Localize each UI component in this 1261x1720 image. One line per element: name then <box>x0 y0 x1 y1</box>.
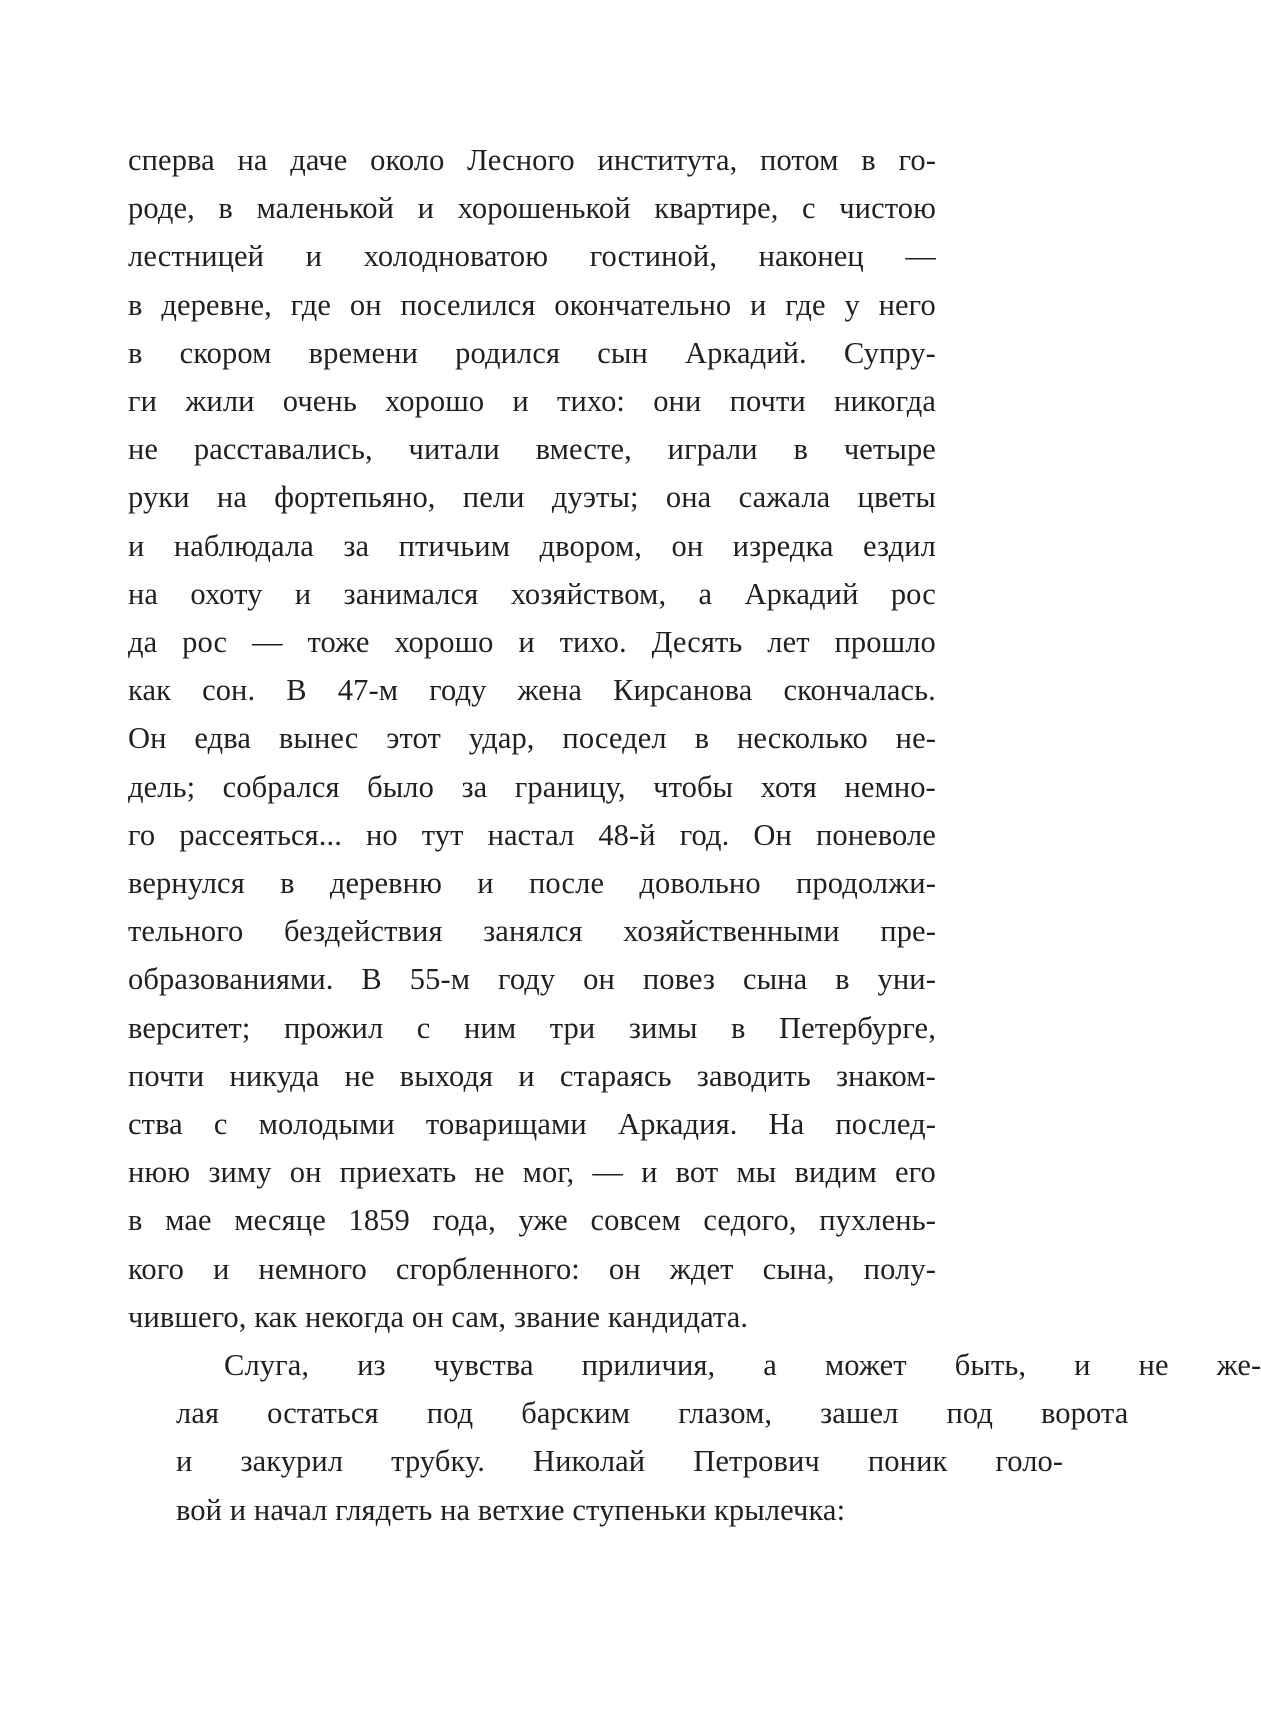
word: он <box>671 528 704 563</box>
word: — <box>252 625 283 660</box>
word: остаться <box>267 1396 379 1431</box>
word: в <box>218 191 233 226</box>
text-line <box>128 1052 936 1100</box>
word: около <box>370 143 445 177</box>
word: трубку. <box>391 1444 485 1479</box>
text-line <box>128 1437 1064 1485</box>
text-line <box>128 1389 1129 1437</box>
word: хозяйством, <box>510 576 667 611</box>
page-text-block <box>128 136 1261 1534</box>
word: продолжи- <box>795 866 936 901</box>
word: двором, <box>539 528 643 563</box>
word: Кирсанова <box>613 673 753 708</box>
text-line <box>128 618 936 666</box>
word: 1859 <box>348 1203 410 1238</box>
word: и <box>417 191 435 226</box>
word: и <box>750 287 767 322</box>
word: в <box>128 1203 143 1238</box>
text-line <box>128 1245 936 1293</box>
word: чтобы <box>653 769 734 804</box>
word: сперва <box>128 143 215 177</box>
word: го- <box>898 143 936 177</box>
text-line <box>128 281 936 329</box>
word: Лесного <box>467 143 575 177</box>
word: в <box>793 432 809 467</box>
word: наконец <box>758 239 864 274</box>
word: совсем <box>590 1203 681 1238</box>
word: тихо. <box>559 625 627 660</box>
word: гостиной, <box>589 239 718 274</box>
word: никогда <box>834 384 936 419</box>
word: пухлень- <box>819 1203 936 1238</box>
word: него <box>878 287 936 322</box>
word: этот <box>386 721 441 756</box>
word: цветы <box>857 480 936 515</box>
word: приехать <box>339 1155 457 1190</box>
word: он <box>608 1251 641 1286</box>
word: пели <box>462 480 525 515</box>
text-line <box>128 522 936 570</box>
word: играли <box>667 432 758 467</box>
word: родился <box>455 335 561 370</box>
word: послед- <box>835 1107 936 1142</box>
word: верситет; <box>128 1010 251 1045</box>
word: Аркадий <box>744 576 859 611</box>
word: года, <box>432 1203 496 1238</box>
word: В <box>361 962 382 997</box>
word: окончательно <box>554 287 732 322</box>
word: год. <box>679 817 730 852</box>
word: товарищами <box>425 1107 587 1142</box>
word: Слуга, <box>224 1348 310 1383</box>
word: году <box>429 673 487 708</box>
text-line <box>128 859 936 907</box>
word: — <box>905 239 936 274</box>
word: хозяйственными <box>623 914 840 949</box>
word: и <box>176 1444 193 1479</box>
word: в <box>128 335 143 370</box>
text-line <box>128 473 936 521</box>
word: лет <box>767 625 810 660</box>
word: рос <box>890 576 936 611</box>
word: границу, <box>514 769 626 804</box>
word: жили <box>185 384 255 419</box>
word: едва <box>194 721 252 756</box>
text-line <box>128 329 936 377</box>
word: в <box>128 287 143 322</box>
word: тоже <box>307 625 370 660</box>
word: молодыми <box>258 1107 395 1142</box>
word: и <box>518 625 535 660</box>
text-line <box>128 425 936 473</box>
word: прошло <box>834 625 936 660</box>
word: его <box>895 1155 936 1190</box>
word: выходя <box>399 1058 494 1093</box>
word: деревню <box>329 866 442 901</box>
word: немного <box>258 1251 367 1286</box>
word: и <box>294 576 312 611</box>
word: зиму <box>208 1155 272 1190</box>
word: ним <box>463 1010 517 1045</box>
word: Петрович <box>693 1444 820 1479</box>
word: поник <box>867 1444 948 1479</box>
word: собрался <box>222 769 340 804</box>
word: скором <box>179 335 272 370</box>
word: да <box>128 625 158 660</box>
word: Петербурге, <box>779 1010 936 1045</box>
text-line: чившего, как некогда он сам, звание кандидата. <box>128 1299 749 1334</box>
word: они <box>653 384 702 419</box>
word: 47-м <box>337 673 399 708</box>
word: несколько <box>736 721 868 756</box>
word: седого, <box>703 1203 797 1238</box>
word: го <box>128 817 156 852</box>
word: чувства <box>433 1348 534 1383</box>
word: и <box>212 1251 230 1286</box>
word: видим <box>794 1155 877 1190</box>
word: за <box>343 528 370 563</box>
word: сына, <box>762 1251 835 1286</box>
word: приличия, <box>581 1348 716 1383</box>
word: сон. <box>202 673 256 708</box>
word: на <box>237 143 268 177</box>
word: Аркадия. <box>617 1107 738 1142</box>
word: за <box>461 769 488 804</box>
word: а <box>763 1348 777 1383</box>
word: нюю <box>128 1155 191 1190</box>
word: немно- <box>844 769 936 804</box>
word: и <box>128 528 145 563</box>
word: наблюдала <box>173 528 314 563</box>
word: с <box>416 1010 431 1045</box>
word: под <box>426 1396 474 1431</box>
word: тут <box>421 817 464 852</box>
word: у <box>844 287 860 322</box>
text-line <box>128 1100 936 1148</box>
word: в <box>861 143 876 177</box>
word: где <box>290 287 332 322</box>
word: из <box>357 1348 386 1383</box>
word: месяце <box>234 1203 326 1238</box>
word: никуда <box>229 1058 320 1093</box>
word: довольно <box>639 866 761 901</box>
word: может <box>824 1348 907 1383</box>
word: стараясь <box>559 1058 672 1093</box>
word: читали <box>408 432 500 467</box>
word: мог, <box>522 1155 575 1190</box>
word: повез <box>642 962 716 997</box>
word: пре- <box>880 914 936 949</box>
word: Он <box>753 817 792 852</box>
word: ги <box>128 384 158 419</box>
word: тельного <box>128 914 244 949</box>
word: тихо: <box>557 384 625 419</box>
word: почти <box>128 1058 205 1093</box>
word: прожил <box>283 1010 384 1045</box>
word: быть, <box>954 1348 1027 1383</box>
word: где <box>785 287 826 322</box>
word: квартире, <box>654 191 779 226</box>
text-line <box>128 1148 936 1196</box>
word: хорошенькой <box>457 191 631 226</box>
word: зашел <box>820 1396 899 1431</box>
word: рассеяться... <box>179 817 342 852</box>
word: не <box>1138 1348 1169 1383</box>
word: в <box>730 1010 746 1045</box>
word: Он <box>128 721 167 756</box>
word: ворота <box>1040 1396 1129 1431</box>
word: скончалась. <box>783 673 936 708</box>
word: году <box>497 962 556 997</box>
text-line <box>128 763 936 811</box>
text-line <box>128 666 936 714</box>
word: хотя <box>760 769 817 804</box>
word: руки <box>128 480 190 515</box>
text-line <box>128 907 936 955</box>
word: фортепьяно, <box>274 480 436 515</box>
word: не <box>344 1058 375 1093</box>
word: и <box>512 384 529 419</box>
word: В <box>286 673 307 708</box>
text-line <box>128 811 936 859</box>
word: холодноватою <box>363 239 549 274</box>
word: полу- <box>863 1251 936 1286</box>
word: и <box>518 1058 535 1093</box>
word: На <box>768 1107 805 1142</box>
word: в <box>280 866 295 901</box>
word: Аркадий. <box>685 335 807 370</box>
word: после <box>528 866 605 901</box>
word: удар, <box>468 721 535 756</box>
paragraph <box>128 136 936 1341</box>
word: он <box>289 1155 322 1190</box>
word: дель; <box>128 769 196 804</box>
word: он <box>349 287 382 322</box>
text-line <box>128 1004 936 1052</box>
word: было <box>367 769 434 804</box>
word: заводить <box>696 1058 811 1093</box>
word: маленькой <box>256 191 395 226</box>
word: Николай <box>532 1444 646 1479</box>
word: — <box>592 1155 623 1190</box>
word: и <box>641 1155 658 1190</box>
word: поселился <box>400 287 536 322</box>
word: и <box>477 866 494 901</box>
text-line <box>128 184 936 232</box>
word: изредка <box>732 528 834 563</box>
word: в <box>835 962 850 997</box>
word: как <box>128 673 172 708</box>
word: он <box>583 962 615 997</box>
word: деревне, <box>161 287 272 322</box>
word: очень <box>282 384 357 419</box>
word: она <box>665 480 712 515</box>
word: глазом, <box>678 1396 773 1431</box>
word: бездействия <box>283 914 443 949</box>
word: кого <box>128 1251 184 1286</box>
word: голо- <box>995 1444 1064 1479</box>
word: лая <box>176 1396 220 1431</box>
word: даче <box>290 143 348 177</box>
word: сына <box>742 962 808 997</box>
word: сажала <box>738 480 831 515</box>
word: занялся <box>483 914 583 949</box>
word: и <box>305 239 323 274</box>
word: вот <box>675 1155 719 1190</box>
word: и <box>1074 1348 1091 1383</box>
word: времени <box>308 335 419 370</box>
text-line <box>128 570 936 618</box>
word: мае <box>165 1203 212 1238</box>
word: жена <box>517 673 582 708</box>
word: но <box>365 817 398 852</box>
word: четыре <box>843 432 936 467</box>
text-line <box>128 1196 936 1244</box>
word: не <box>128 432 159 467</box>
word: дуэты; <box>551 480 639 515</box>
word: 48-й <box>598 817 656 852</box>
word: хорошо <box>385 384 485 419</box>
word: закурил <box>240 1444 344 1479</box>
word: сын <box>597 335 648 370</box>
word: мы <box>736 1155 777 1190</box>
word: птичьим <box>398 528 511 563</box>
word: рос <box>182 625 228 660</box>
text-line: вой и начал глядеть на ветхие ступеньки крылечка: <box>176 1492 846 1527</box>
word: лестницей <box>128 239 265 274</box>
text-line <box>128 1341 1261 1389</box>
word: не- <box>895 721 936 756</box>
text-line <box>128 377 936 425</box>
word: с <box>802 191 816 226</box>
word: Десять <box>651 625 743 660</box>
word: ждет <box>669 1251 734 1286</box>
word: расставались, <box>193 432 373 467</box>
word: знаком- <box>835 1058 936 1093</box>
word: вынес <box>278 721 359 756</box>
word: роде, <box>128 191 195 226</box>
word: вернулся <box>128 866 245 901</box>
text-line <box>128 232 936 280</box>
word: охоту <box>190 576 263 611</box>
word: под <box>946 1396 993 1431</box>
word: поневоле <box>815 817 936 852</box>
word: сгорбленного: <box>395 1251 580 1286</box>
word: потом <box>760 143 839 177</box>
word: уни- <box>877 962 936 997</box>
word: ездил <box>862 528 936 563</box>
text-line <box>128 714 936 762</box>
word: с <box>213 1107 228 1142</box>
text-line <box>128 136 936 184</box>
word: не <box>474 1155 505 1190</box>
word: вместе, <box>535 432 632 467</box>
word: настал <box>487 817 575 852</box>
word: образованиями. <box>128 962 334 997</box>
word: Супру- <box>843 335 936 370</box>
word: занимался <box>343 576 479 611</box>
word: почти <box>729 384 806 419</box>
paragraph <box>128 1341 1261 1534</box>
text-line <box>128 955 936 1003</box>
word: три <box>549 1010 596 1045</box>
word: в <box>694 721 710 756</box>
word: а <box>698 576 713 611</box>
word: уже <box>518 1203 568 1238</box>
word: института, <box>597 143 738 177</box>
word: поседел <box>562 721 667 756</box>
word: на <box>216 480 247 515</box>
word: ства <box>128 1107 183 1142</box>
word: на <box>128 576 159 611</box>
word: 55-м <box>409 962 471 997</box>
word: хорошо <box>394 625 494 660</box>
word: барским <box>521 1396 631 1431</box>
word: чистою <box>839 191 936 226</box>
word: же- <box>1216 1348 1261 1383</box>
word: зимы <box>628 1010 698 1045</box>
